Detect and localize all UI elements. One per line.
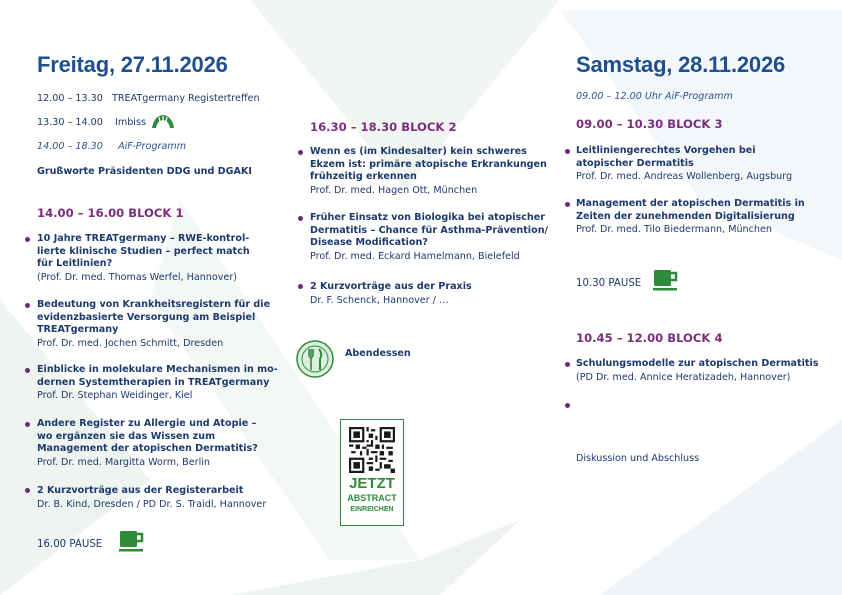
block-4-heading: 10.45 – 12.00 BLOCK 4 xyxy=(576,331,723,345)
talk-title-line: 2 Kurzvorträge aus der Praxis xyxy=(310,281,472,292)
bullet-icon xyxy=(565,403,570,408)
cutlery-icon xyxy=(296,340,334,378)
talk-speaker: Prof. Dr. Stephan Weidinger, Kiel xyxy=(37,390,193,402)
cta-line-2: ABSTRACT xyxy=(347,493,397,503)
talk-speaker: (Prof. Dr. med. Thomas Werfel, Hannover) xyxy=(37,271,238,283)
row-label: Imbiss xyxy=(115,117,146,128)
friday-aif-row: 14.00 – 18.30 AiF-Programm xyxy=(37,141,186,152)
bullet-icon xyxy=(25,422,30,427)
talk-item xyxy=(576,145,792,184)
talk-speaker: Prof. Dr. med. Jochen Schmitt, Dresden xyxy=(37,337,224,349)
dinner-label: Abendessen xyxy=(345,348,411,359)
bullet-icon xyxy=(565,202,570,207)
talk-title-line: Management der atopischen Dermatitis? xyxy=(37,443,258,455)
talk-title-line: Disease Modification? xyxy=(310,237,428,249)
talk-title-line: für Leitlinien? xyxy=(37,258,113,270)
talk-speaker: Prof. Dr. med. Hagen Ott, München xyxy=(310,184,478,196)
bullet-icon xyxy=(298,284,303,289)
talk-title-line: 10 Jahre TREATgermany – RWE-kontrol- xyxy=(37,233,250,244)
row-time: 13.30 – 14.00 xyxy=(37,117,103,128)
bullet-icon xyxy=(25,368,30,373)
bullet-icon xyxy=(565,362,570,367)
friday-greeting: Grußworte Präsidenten DDG und DGAKI xyxy=(37,166,252,177)
talk-item xyxy=(576,198,805,237)
talk-item xyxy=(310,281,472,307)
friday-row-2 xyxy=(37,117,146,128)
talk-speaker: Dr. B. Kind, Dresden / PD Dr. S. Traidl, Hannover xyxy=(37,498,267,510)
talk-item xyxy=(310,146,547,197)
cta-line-3: EINREICHEN xyxy=(350,506,394,513)
qr-code-icon xyxy=(349,427,395,473)
talk-title-line: Ekzem ist: primäre atopische Erkrankungen xyxy=(310,158,547,170)
talk-item xyxy=(37,418,258,469)
block-2-heading: 16.30 – 18.30 BLOCK 2 xyxy=(310,120,457,134)
bullet-icon xyxy=(25,237,30,242)
talk-title-line: Früher Einsatz von Biologika bei atopischer xyxy=(310,212,545,223)
saturday-aif: 09.00 – 12.00 Uhr AiF-Programm xyxy=(576,91,733,102)
talk-title-line: Schulungsmodelle zur atopischen Dermatitis xyxy=(576,358,819,369)
abstract-submission-cta[interactable] xyxy=(340,419,404,526)
row-label: TREATgermany Registertreffen xyxy=(111,93,260,104)
cta-line-1: JETZT xyxy=(349,475,395,492)
friday-pause: 16.00 PAUSE xyxy=(37,539,103,550)
talk-title-line: Dermatitis – Chance für Asthma-Prävention/ xyxy=(310,224,549,236)
closing-label: Diskussion und Abschluss xyxy=(576,453,700,464)
talk-title-line: Andere Register zu Allergie und Atopie – xyxy=(37,418,257,429)
bullet-icon xyxy=(25,488,30,493)
talk-title-line: frühzeitig erkennen xyxy=(310,171,417,183)
block-3-heading: 09.00 – 10.30 BLOCK 3 xyxy=(576,117,723,131)
talk-item xyxy=(37,485,266,511)
talk-speaker: Dr. F. Schenck, Hannover / … xyxy=(310,294,449,306)
talk-item xyxy=(37,299,270,350)
coffee-cup-icon xyxy=(119,530,145,552)
talk-speaker: Prof. Dr. med. Eckard Hamelmann, Bielefeld xyxy=(310,250,520,262)
bullet-icon xyxy=(25,303,30,308)
saturday-title: Samstag, 28.11.2026 xyxy=(576,52,786,77)
bullet-icon xyxy=(298,150,303,155)
talk-item xyxy=(310,212,548,263)
bullet-icon xyxy=(298,216,303,221)
saturday-pause: 10.30 PAUSE xyxy=(576,278,642,289)
talk-speaker: Prof. Dr. med. Andreas Wollenberg, Augsburg xyxy=(576,171,793,183)
talk-title-line: evidenzbasierte Versorgung am Beispiel xyxy=(37,311,256,323)
talk-title-line: Bedeutung von Krankheitsregistern für die xyxy=(37,299,271,310)
talk-title-line: atopischer Dermatitis xyxy=(576,157,694,169)
friday-row-1 xyxy=(37,93,260,104)
talk-title-line: lierte klinische Studien – perfect match xyxy=(37,245,250,257)
talk-item xyxy=(37,233,250,284)
talk-title-line: Einblicke in molekulare Mechanismen in mo- xyxy=(37,364,278,375)
croissant-icon xyxy=(150,113,176,131)
talk-title-line: dernen Systemtherapien in TREATgermany xyxy=(37,376,270,388)
coffee-cup-icon xyxy=(653,269,679,291)
friday-title: Freitag, 27.11.2026 xyxy=(37,52,228,77)
talk-title-line: Zeiten der zunehmenden Digitalisierung xyxy=(576,210,795,222)
talk-speaker: (PD Dr. med. Annice Heratizadeh, Hannover) xyxy=(576,371,791,383)
talk-title-line: wo ergänzen sie das Wissen zum xyxy=(37,430,216,442)
talk-title-line: TREATgermany xyxy=(37,324,119,336)
talk-speaker: Prof. Dr. med. Tilo Biedermann, München xyxy=(576,224,772,236)
talk-title-line: Management der atopischen Dermatitis in xyxy=(576,198,805,209)
talk-item xyxy=(37,364,278,403)
block-1-heading: 14.00 – 16.00 BLOCK 1 xyxy=(37,206,184,220)
talk-title-line: Leitliniengerechtes Vorgehen bei xyxy=(576,145,756,156)
talk-title-line: 2 Kurzvorträge aus der Registerarbeit xyxy=(37,485,244,496)
talk-item xyxy=(576,358,819,384)
talk-title-line: Wenn es (im Kindesalter) kein schweres xyxy=(310,146,527,157)
bullet-icon xyxy=(565,149,570,154)
row-time: 12.00 – 13.30 xyxy=(37,93,103,104)
talk-speaker: Prof. Dr. med. Margitta Worm, Berlin xyxy=(37,456,210,468)
